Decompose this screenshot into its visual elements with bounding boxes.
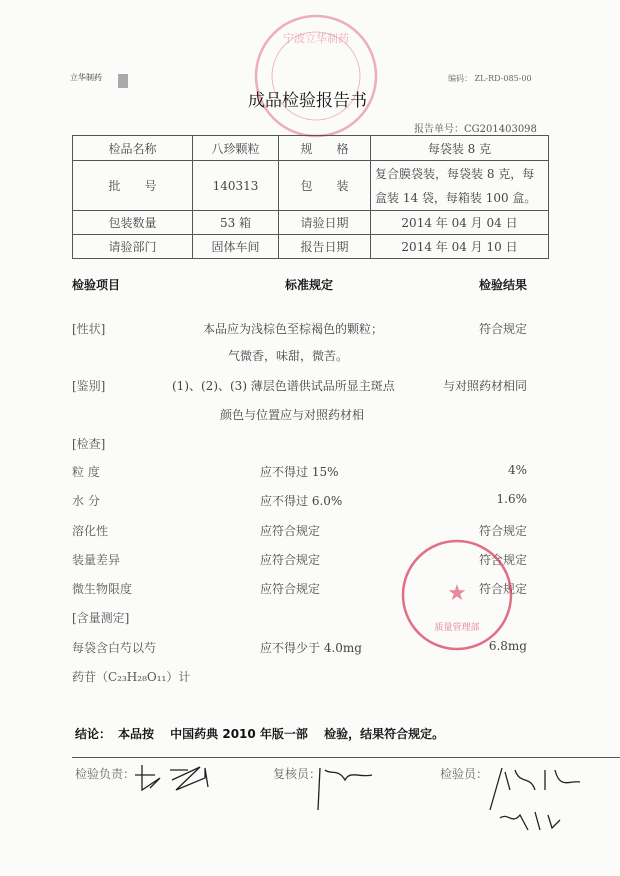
report-number: 报告单号：CG201403098 [414,124,537,135]
result-value: 符合规定 [478,322,527,336]
table-row: 请验部门 固体车间 报告日期 2014 年 04 月 10 日 [73,235,549,259]
svg-text:质量管理部: 质量管理部 [434,623,480,633]
responsible-label: 检验负责： [75,767,136,781]
svg-text:宁波立华制药: 宁波立华制药 [283,32,349,45]
product-info-table [72,135,549,259]
conclusion-text: 本品按 中国药典 2010 年版一部 检验，结果符合规定。 [118,727,445,741]
divider [72,757,620,758]
result-standard: 本品应为浅棕色至棕褐色的颗粒； [203,322,384,336]
document-code: 编码： ZL-RD-085-00 [448,74,532,83]
reviewer-label: 复核员： [273,767,322,781]
result-item: 溶化性 [72,524,109,538]
result-value: 符合规定 [478,524,527,538]
result-item: 每袋含白芍以芍 [72,641,157,655]
table-row: 检品名称 八珍颗粒 规 格 每袋装 8 克 [73,136,549,161]
result-standard: (1)、(2)、(3) 薄层色谱供试品所显主斑点 [172,379,395,393]
result-item: 粒 度 [72,465,100,479]
result-standard: 应符合规定 [260,553,321,567]
result-standard: 应不得过 15% [260,465,339,479]
result-standard: 气微香，味甜，微苦。 [228,349,349,363]
result-item: 水 分 [72,494,100,508]
result-value: 1.6% [496,492,527,506]
table-row: 批 号 140313 包 装 复合膜袋装，每袋装 8 克，每盒装 14 袋，每箱装 100 盒。 [73,161,549,211]
result-item: [鉴别] [72,379,106,393]
page-title: 成品检验报告书 [248,91,367,111]
table-row: 包装数量 53 箱 请验日期 2014 年 04 月 04 日 [73,211,549,235]
conclusion-label: 结论： [75,727,112,741]
inspector-label: 检验员： [440,767,489,781]
header-item: 检验项目 [72,278,121,292]
result-value: 符合规定 [478,553,527,567]
result-standard: 应不得过 6.0% [260,494,343,508]
result-standard: 颜色与位置应与对照药材相 [220,408,365,422]
result-item: [性状] [72,322,106,336]
result-standard: 应符合规定 [260,524,321,538]
result-item: [含量测定] [72,611,130,625]
result-item: [检查] [72,437,106,451]
result-item: 装量差异 [72,553,121,567]
result-value: 符合规定 [478,582,527,596]
result-standard: 应符合规定 [260,582,321,596]
result-item: 药苷（C₂₃H₂₈O₁₁）计 [72,670,191,684]
header-standard: 标准规定 [285,278,334,292]
result-value: 与对照药材相同 [442,379,527,393]
result-standard: 应不得少于 4.0mg [260,641,362,655]
svg-text:★: ★ [447,581,467,606]
result-value: 4% [507,463,527,477]
result-value: 6.8mg [488,639,527,653]
company-logo: 立华制药 [70,72,128,88]
company-seal-top [252,12,380,140]
header-result: 检验结果 [479,278,528,292]
result-item: 微生物限度 [72,582,133,596]
